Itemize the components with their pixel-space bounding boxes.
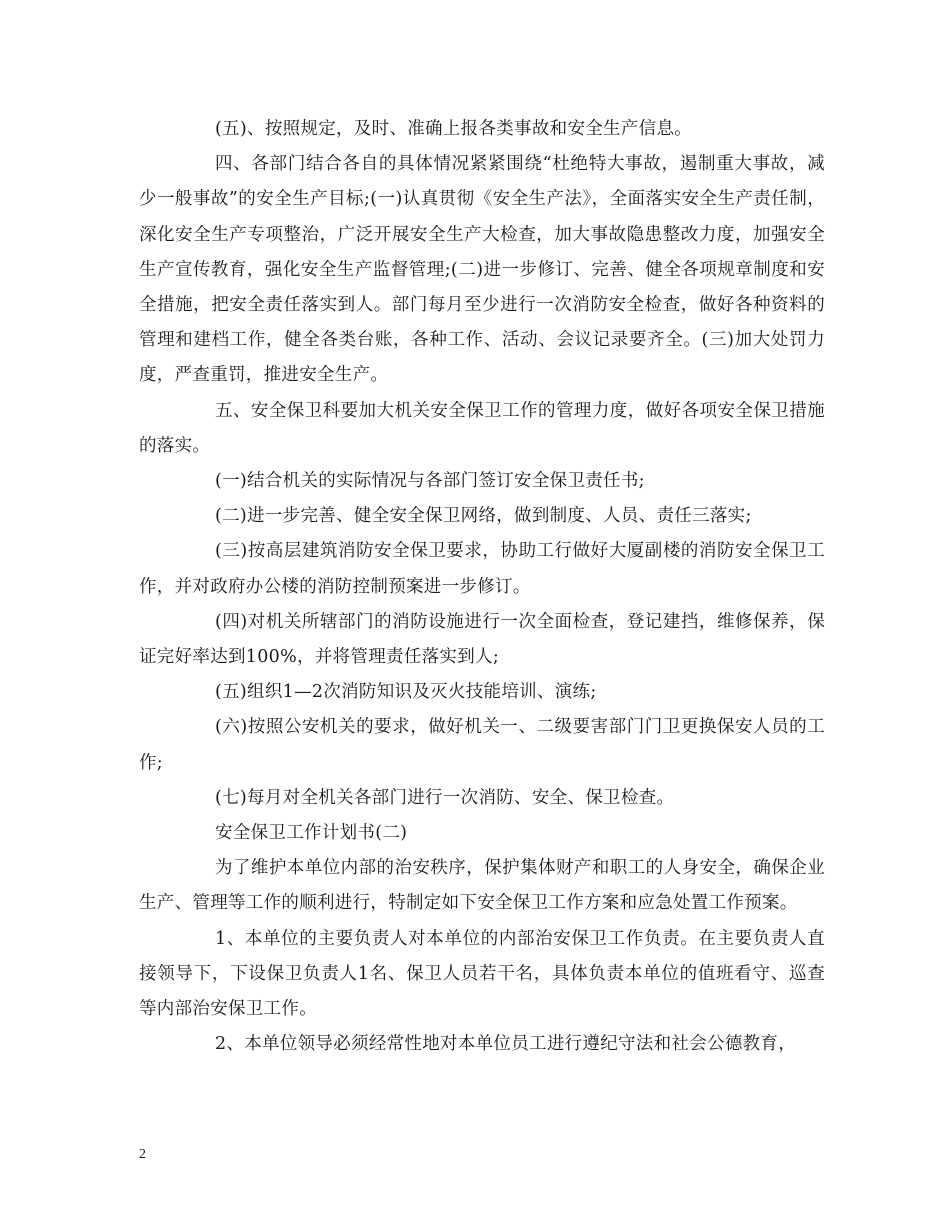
paragraph-item-four: (四)对机关所辖部门的消防设施进行一次全面检查，登记建挡，维修保养，保证完好率达到100%，并将管理责任落实到人; — [139, 611, 825, 668]
document-body — [139, 112, 825, 1062]
page-number: 2 — [139, 1147, 146, 1162]
paragraph-item-one: (一)结合机关的实际情况与各部门签订安全保卫责任书; — [215, 471, 645, 492]
paragraph-item-six: (六)按照公安机关的要求，做好机关一、二级要害部门门卫更换保安人员的工作; — [139, 717, 825, 773]
paragraph-item-two: (二)进一步完善、健全安全保卫网络，做到制度、人员、责任三落实; — [215, 506, 752, 527]
paragraph-section-four: 四、各部门结合各自的具体情况紧紧围绕“杜绝特大事故，遏制重大事故，减少一般事故”的安全生产目标;(一)认真贯彻《安全生产法》，全面落实安全生产责任制，深化安全生产专项整治，广泛开展安全生产大检查，加大事故隐患整改力度，加强安全生产宣传教育，强化安全生产监督管理;(二)进一步修订、完善、健全各项规章制度和安全措施，把安全责任落实到人。部门每月至少进行一次消防安全检查，做好各种资料的管理和建档工作，健全各类台账，各种工作、活动、会议记录要齐全。(三)加大处罚力度，严查重罚，推进安全生产。 — [139, 154, 825, 386]
paragraph-item-five: (五)组织1—2次消防知识及灭火技能培训、演练; — [215, 682, 597, 703]
paragraph-item-three: (三)按高层建筑消防安全保卫要求，协助工行做好大厦副楼的消防安全保卫工作，并对政府办公楼的消防控制预案进一步修订。 — [139, 541, 825, 597]
paragraph-plan-point-one: 1、本单位的主要负责人对本单位的内部治安保卫工作负责。在主要负责人直接领导下，下设保卫负责人1名、保卫人员若干名，具体负责本单位的值班看守、巡查等内部治安保卫工作。 — [139, 928, 825, 1020]
paragraph-plan-intro: 为了维护本单位内部的治安秩序，保护集体财产和职工的人身安全，确保企业生产、管理等工作的顺利进行，特制定如下安全保卫工作方案和应急处置工作预案。 — [139, 858, 825, 914]
paragraph-item-seven: (七)每月对全机关各部门进行一次消防、安全、保卫检查。 — [215, 787, 675, 808]
paragraph-report-accidents: (五)、按照规定，及时、准确上报各类事故和安全生产信息。 — [215, 119, 693, 139]
section-heading-plan-two: 安全保卫工作计划书(二) — [215, 823, 408, 844]
paragraph-section-five: 五、安全保卫科要加大机关安全保卫工作的管理力度，做好各项安全保卫措施的落实。 — [139, 400, 825, 456]
paragraph-plan-point-two: 2、本单位领导必须经常性地对本单位员工进行遵纪守法和社会公德教育， — [215, 1034, 797, 1055]
